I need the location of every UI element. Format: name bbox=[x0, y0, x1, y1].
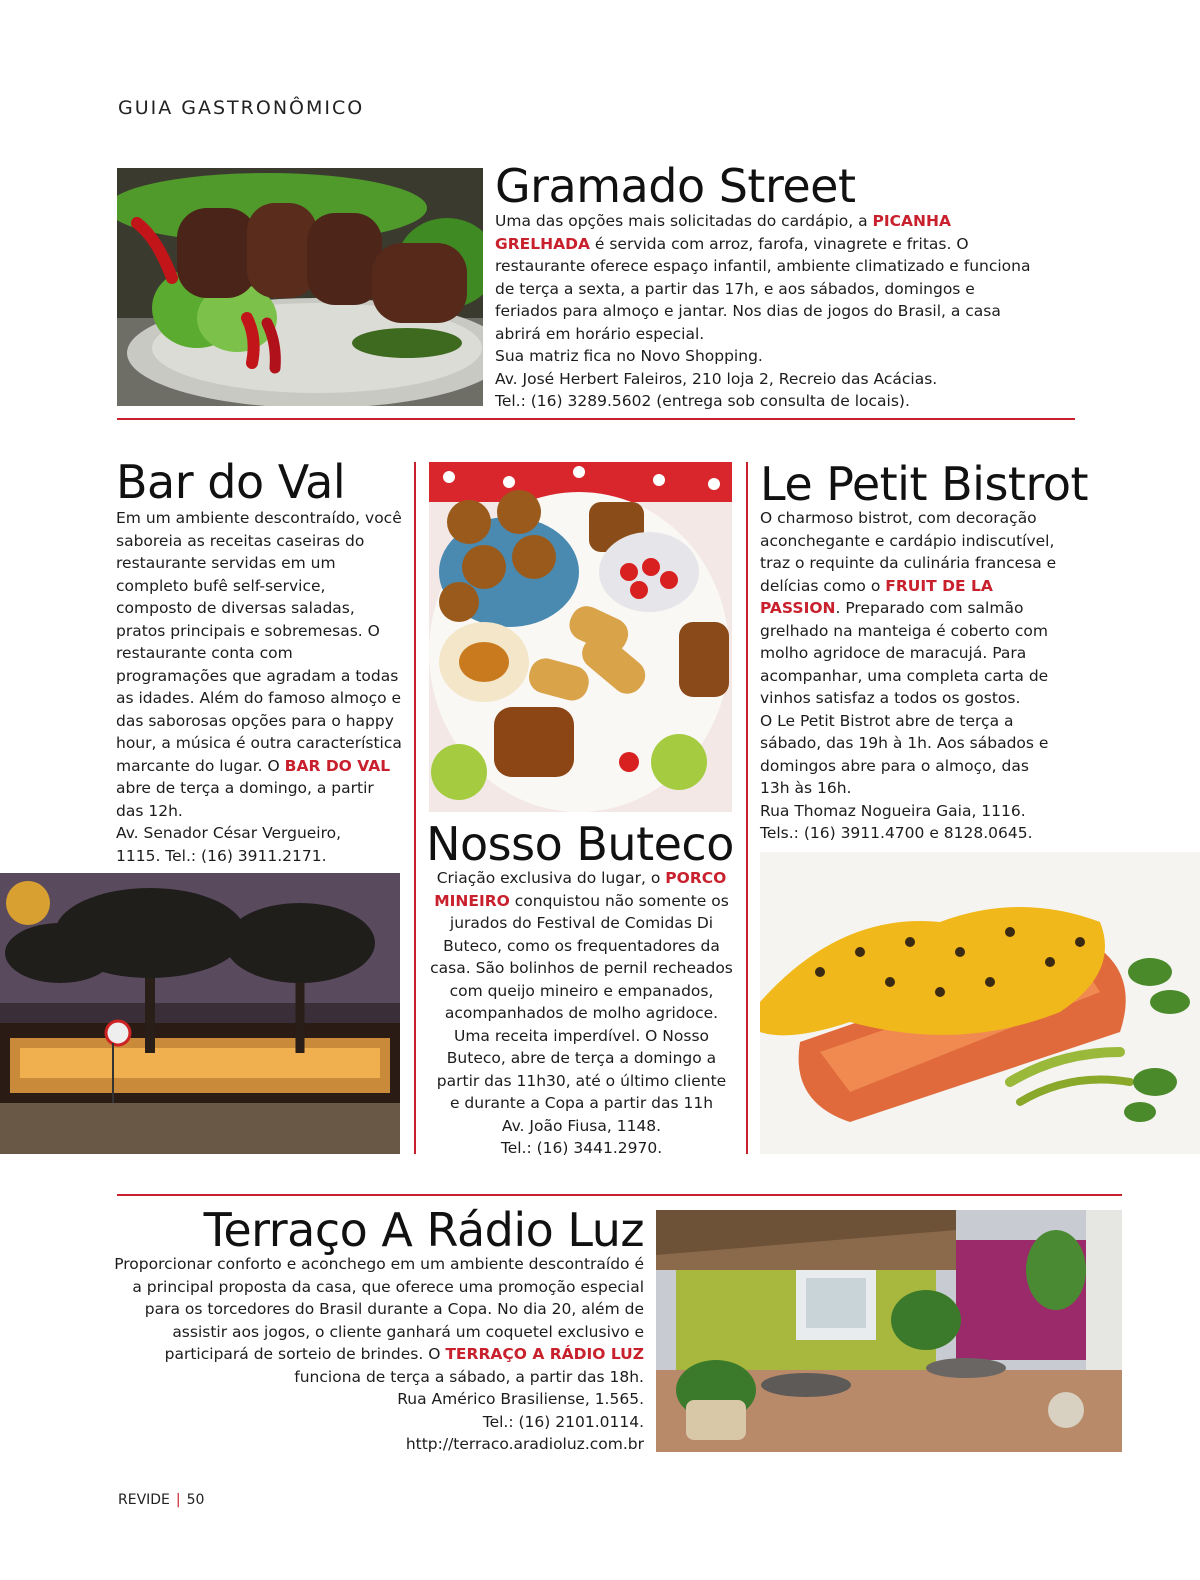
bardoval-title: Bar do Val bbox=[116, 455, 346, 509]
terraco-photo bbox=[656, 1210, 1122, 1452]
bardoval-phone: 1115. Tel.: (16) 3911.2171. bbox=[116, 846, 327, 865]
terraco-p2: funciona de terça a sábado, a partir das 18h. bbox=[294, 1367, 644, 1386]
picanha-photo bbox=[117, 168, 483, 406]
gramado-p1: Uma das opções mais solicitadas do cardápio, a bbox=[495, 212, 873, 230]
gramado-title: Gramado Street bbox=[495, 159, 856, 213]
bistrot-p3: O Le Petit Bistrot abre de terça a sábado, das 19h à 1h. Aos sábados e domingos abre para o almoço, das 13h às 16h. bbox=[760, 711, 1049, 797]
divider-bottom bbox=[117, 1194, 1122, 1196]
bardoval-p1: Em um ambiente descontraído, você saboreia as receitas caseiras do restaurante servidas em um completo bufê self-service, composto de diversas saladas, pratos principais e sobremesas. O restaurante conta com programações que agradam a todas as idades. Além do famoso almoço e das saborosas opções para o happy hour, a música é outra característica marcante do lugar. O bbox=[116, 509, 402, 775]
page-footer bbox=[118, 1492, 204, 1508]
bistrot-p1: O charmoso bistrot, com decoração aconchegante e cardápio indiscutível, traz o requinte da culinária francesa e delícias como o bbox=[760, 509, 1057, 595]
buteco-photo bbox=[429, 462, 732, 812]
bistrot-title: Le Petit Bistrot bbox=[760, 457, 1089, 511]
page-number: 50 bbox=[186, 1492, 205, 1508]
gramado-text bbox=[495, 210, 1040, 413]
terraco-text bbox=[110, 1253, 644, 1456]
gramado-highlight: PICANHA GRELHADA bbox=[495, 212, 951, 253]
column-rule-left bbox=[414, 462, 416, 1154]
terraco-p1: Proporcionar conforto e aconchego em um ambiente descontraído é a principal proposta da casa, que oferece uma promoção especial para os torcedores do Brasil durante a Copa. No dia 20, além de assistir aos jogos, o cliente ganhará um coquetel exclusivo e participará de sorteio de brindes. O bbox=[114, 1255, 644, 1363]
buteco-p2: conquistou não somente os jurados do Festival de Comidas Di Buteco, como os frequentadores da casa. São bolinhos de pernil recheados com queijo mineiro e empanados, acompanhados de molho agridoce. Uma receita imperdível. O Nosso Buteco, abre de terça a domingo a partir das 11h30, até o último cliente e durante a Copa a partir das 11h bbox=[430, 891, 733, 1112]
gramado-p2: é servida com arroz, farofa, vinagrete e fritas. O restaurante oferece espaço infantil, ambiente climatizado e funciona de terça a sexta, a partir das 17h, e aos sábados, domingos e feriados para almoço e jantar. Nos dias de jogos do Brasil, a casa abrirá em horário especial. bbox=[495, 234, 1031, 343]
buteco-phone: Tel.: (16) 3441.2970. bbox=[500, 1139, 663, 1157]
gramado-address: Av. José Herbert Faleiros, 210 loja 2, Recreio das Acácias. bbox=[495, 369, 938, 388]
terraco-phone: Tel.: (16) 2101.0114. bbox=[482, 1412, 644, 1431]
bardoval-p2: abre de terça a domingo, a partir das 12h. bbox=[116, 779, 374, 820]
bardoval-address: Av. Senador César Vergueiro, bbox=[116, 824, 342, 842]
bistrot-text bbox=[760, 507, 1060, 845]
buteco-text bbox=[430, 867, 733, 1160]
terraco-address: Rua Américo Brasiliense, 1.565. bbox=[397, 1390, 644, 1408]
bardoval-highlight: BAR DO VAL bbox=[284, 756, 391, 775]
bardoval-photo bbox=[0, 873, 400, 1154]
terraco-title: Terraço A Rádio Luz bbox=[203, 1203, 644, 1257]
magazine-name: REVIDE bbox=[118, 1492, 170, 1508]
salmon-photo bbox=[760, 852, 1200, 1154]
column-rule-right bbox=[746, 462, 748, 1154]
bardoval-text bbox=[116, 507, 402, 867]
terraco-website: http://terraco.aradioluz.com.br bbox=[405, 1435, 644, 1453]
buteco-address: Av. João Fiusa, 1148. bbox=[501, 1116, 662, 1135]
buteco-title: Nosso Buteco bbox=[426, 817, 734, 871]
terraco-highlight: TERRAÇO A RÁDIO LUZ bbox=[445, 1345, 644, 1363]
bistrot-highlight: FRUIT DE LA PASSION bbox=[760, 576, 993, 617]
footer-separator: | bbox=[175, 1492, 181, 1508]
bistrot-phone: Tels.: (16) 3911.4700 e 8128.0645. bbox=[760, 824, 1033, 842]
section-label: GUIA GASTRONÔMICO bbox=[118, 97, 365, 119]
bistrot-address: Rua Thomaz Nogueira Gaia, 1116. bbox=[760, 801, 1026, 820]
gramado-line1: Sua matriz fica no Novo Shopping. bbox=[495, 347, 763, 365]
buteco-p1: Criação exclusiva do lugar, o bbox=[436, 869, 666, 887]
divider-top bbox=[117, 418, 1075, 420]
gramado-phone: Tel.: (16) 3289.5602 (entrega sob consulta de locais). bbox=[495, 392, 910, 410]
bistrot-p2: . Preparado com salmão grelhado na manteiga é coberto com molho agridoce de maracujá. Para acompanhar, uma completa carta de vinhos satisfaz a todos os gostos. bbox=[760, 599, 1049, 707]
buteco-highlight: PORCO MINEIRO bbox=[434, 869, 727, 910]
